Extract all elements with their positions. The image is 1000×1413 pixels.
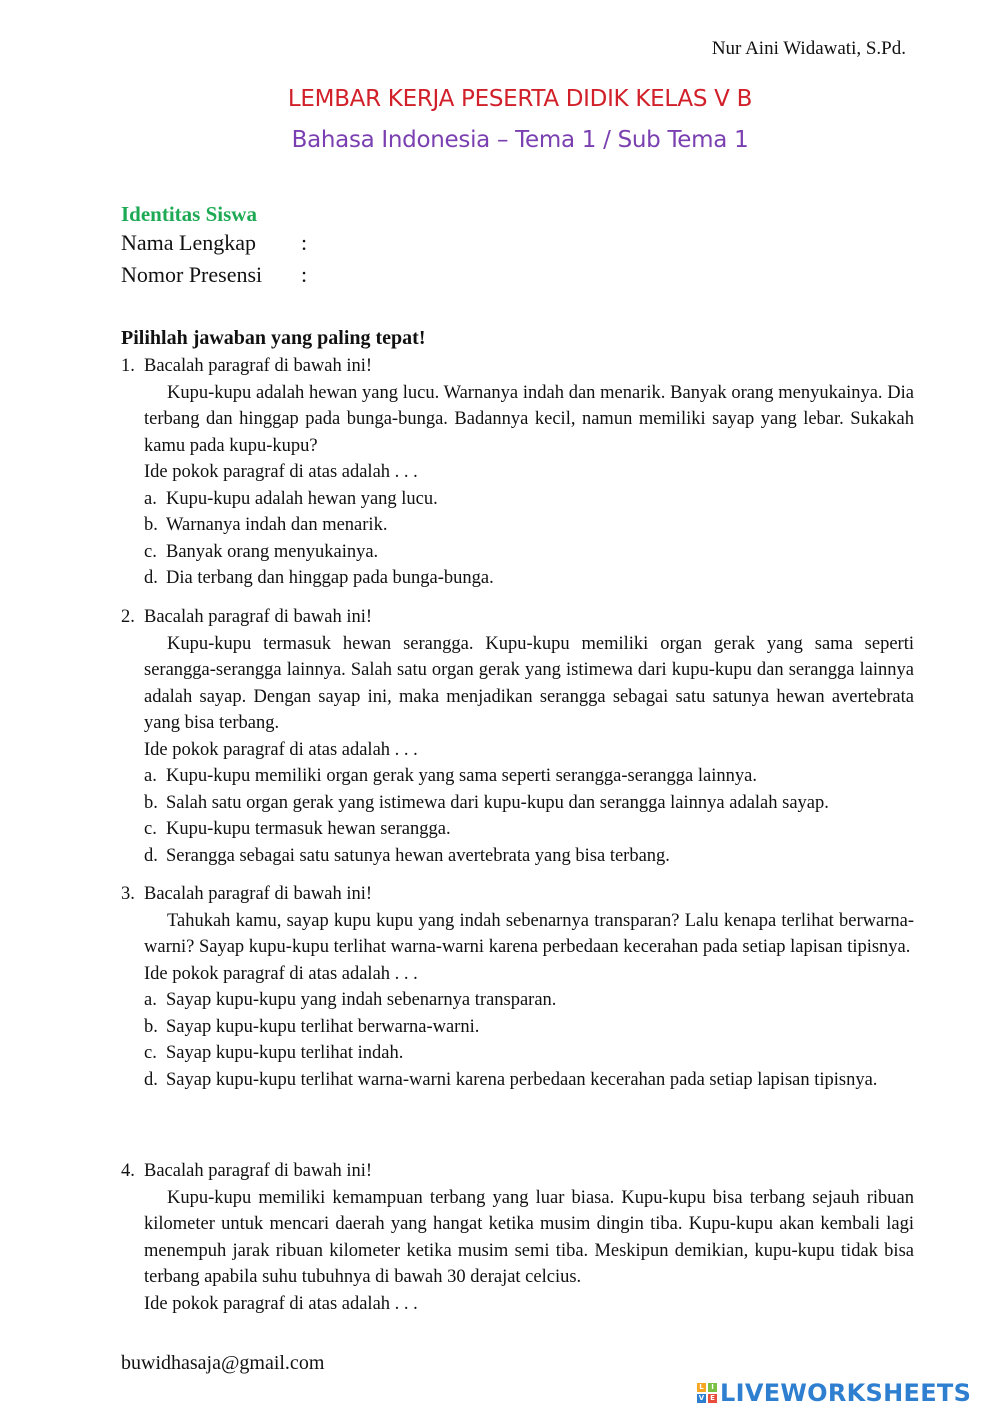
- option-d[interactable]: [144, 843, 914, 870]
- option-text: Serangga sebagai satu satunya hewan avertebrata yang bisa terbang.: [166, 845, 670, 866]
- option-text: Kupu-kupu adalah hewan yang lucu.: [166, 488, 438, 509]
- option-letter: c.: [144, 819, 157, 839]
- question-4: [121, 1158, 914, 1317]
- option-text: Dia terbang dan hinggap pada bunga-bunga.: [166, 568, 494, 588]
- question-paragraph: Kupu-kupu memiliki kemampuan terbang yang luar biasa. Kupu-kupu bisa terbang sejauh ribuan kilometer untuk mencari daerah yang hangat ketika musim dingin tiba. Kupu-kupu akan kembali lagi menempuh jarak ribuan kilometer ketika musim semi tiba. Meskipun demikian, kupu-kupu tidak bisa terbang apabila suhu tubuhnya di bawah 30 derajat celcius.: [144, 1187, 914, 1287]
- option-d[interactable]: [144, 1067, 914, 1094]
- question-number: 1.: [121, 356, 135, 376]
- presence-colon: :: [301, 262, 308, 287]
- option-text: Kupu-kupu termasuk hewan serangga.: [166, 819, 451, 839]
- option-a[interactable]: [144, 763, 914, 790]
- question-ask: Ide pokok paragraf di atas adalah . . .: [144, 739, 418, 760]
- question-prompt: Bacalah paragraf di bawah ini!: [144, 884, 373, 904]
- question-3: [121, 881, 914, 1093]
- option-text: Banyak orang menyukainya.: [166, 541, 379, 562]
- option-letter: c.: [144, 1043, 157, 1063]
- option-letter: a.: [144, 990, 157, 1010]
- option-c[interactable]: [144, 539, 914, 566]
- option-b[interactable]: [144, 512, 914, 539]
- option-letter: c.: [144, 541, 157, 562]
- logo-letter: I: [708, 1383, 717, 1392]
- logo-letter: V: [698, 1394, 705, 1402]
- option-letter: b.: [144, 792, 158, 813]
- name-label: Nama Lengkap: [121, 230, 256, 255]
- option-letter: b.: [144, 515, 158, 535]
- option-text: Sayap kupu-kupu terlihat berwarna-warni.: [166, 1016, 480, 1037]
- question-ask: Ide pokok paragraf di atas adalah . . .: [144, 1293, 418, 1314]
- worksheet-subtitle: Bahasa Indonesia – Tema 1 / Sub Tema 1: [291, 127, 749, 153]
- option-a[interactable]: [144, 987, 914, 1014]
- question-prompt: Bacalah paragraf di bawah ini!: [144, 607, 373, 627]
- worksheet-title: LEMBAR KERJA PESERTA DIDIK KELAS V B: [287, 86, 753, 112]
- question-2: [121, 604, 914, 869]
- question-prompt: Bacalah paragraf di bawah ini!: [144, 1161, 373, 1181]
- logo-letter: L: [697, 1383, 706, 1392]
- brand-name: LIVEWORKSHEETS: [720, 1379, 972, 1407]
- option-a[interactable]: [144, 486, 914, 513]
- option-letter: d.: [144, 568, 158, 588]
- logo-mark-icon: [697, 1383, 717, 1403]
- option-letter: a.: [144, 488, 157, 509]
- footer-email: buwidhasaja@gmail.com: [121, 1352, 325, 1374]
- option-b[interactable]: [144, 1014, 914, 1041]
- question-paragraph: Kupu-kupu adalah hewan yang lucu. Warnanya indah dan menarik. Banyak orang menyukainya. Dia terbang dan hinggap pada bunga-bunga. Badannya kecil, namun memiliki sayap yang lebar. Sukakah kamu pada kupu-kupu?: [144, 382, 914, 456]
- question-paragraph: Tahukah kamu, sayap kupu kupu yang indah sebenarnya transparan? Lalu kenapa terlihat berwarna-warni? Sayap kupu-kupu terlihat warna-warni karena perbedaan kecerahan pada setiap lapisan tipisnya.: [144, 910, 914, 957]
- question-paragraph: Kupu-kupu termasuk hewan serangga. Kupu-kupu memiliki organ gerak yang sama seperti serangga-serangga lainnya. Salah satu organ gerak yang istimewa dari kupu-kupu dan serangga lainnya adalah sayap. Dengan sayap ini, maka menjadikan serangga sebagai satu satunya hewan avertebrata yang bisa terbang.: [144, 633, 914, 733]
- option-b[interactable]: [144, 790, 914, 817]
- option-c[interactable]: [144, 816, 914, 843]
- presence-row: [121, 262, 307, 288]
- name-row: [121, 230, 307, 256]
- option-letter: b.: [144, 1016, 158, 1037]
- name-colon: :: [301, 230, 308, 255]
- question-number: 4.: [121, 1161, 135, 1181]
- option-letter: d.: [144, 845, 158, 866]
- option-text: Sayap kupu-kupu terlihat warna-warni karena perbedaan kecerahan pada setiap lapisan tipisnya.: [166, 1069, 878, 1090]
- identity-heading: Identitas Siswa: [121, 202, 257, 226]
- option-d[interactable]: [144, 565, 914, 592]
- instruction: Pilihlah jawaban yang paling tepat!: [121, 327, 426, 349]
- option-text: Sayap kupu-kupu terlihat indah.: [166, 1043, 404, 1063]
- question-prompt: Bacalah paragraf di bawah ini!: [144, 356, 373, 376]
- option-text: Kupu-kupu memiliki organ gerak yang sama seperti serangga-serangga lainnya.: [166, 766, 757, 786]
- question-number: 3.: [121, 884, 135, 904]
- question-number: 2.: [121, 607, 135, 627]
- question-ask: Ide pokok paragraf di atas adalah . . .: [144, 462, 418, 482]
- option-text: Sayap kupu-kupu yang indah sebenarnya transparan.: [166, 990, 557, 1010]
- option-c[interactable]: [144, 1040, 914, 1067]
- question-ask: Ide pokok paragraf di atas adalah . . .: [144, 963, 418, 984]
- logo-letter: E: [708, 1394, 717, 1403]
- question-1: [121, 353, 914, 592]
- liveworksheets-logo[interactable]: [697, 1379, 971, 1407]
- author-name: Nur Aini Widawati, S.Pd.: [711, 38, 906, 59]
- option-text: Warnanya indah dan menarik.: [166, 515, 388, 535]
- option-text: Salah satu organ gerak yang istimewa dari kupu-kupu dan serangga lainnya adalah sayap.: [166, 792, 829, 813]
- option-letter: a.: [144, 766, 157, 786]
- option-letter: d.: [144, 1069, 158, 1090]
- presence-label: Nomor Presensi: [121, 262, 263, 287]
